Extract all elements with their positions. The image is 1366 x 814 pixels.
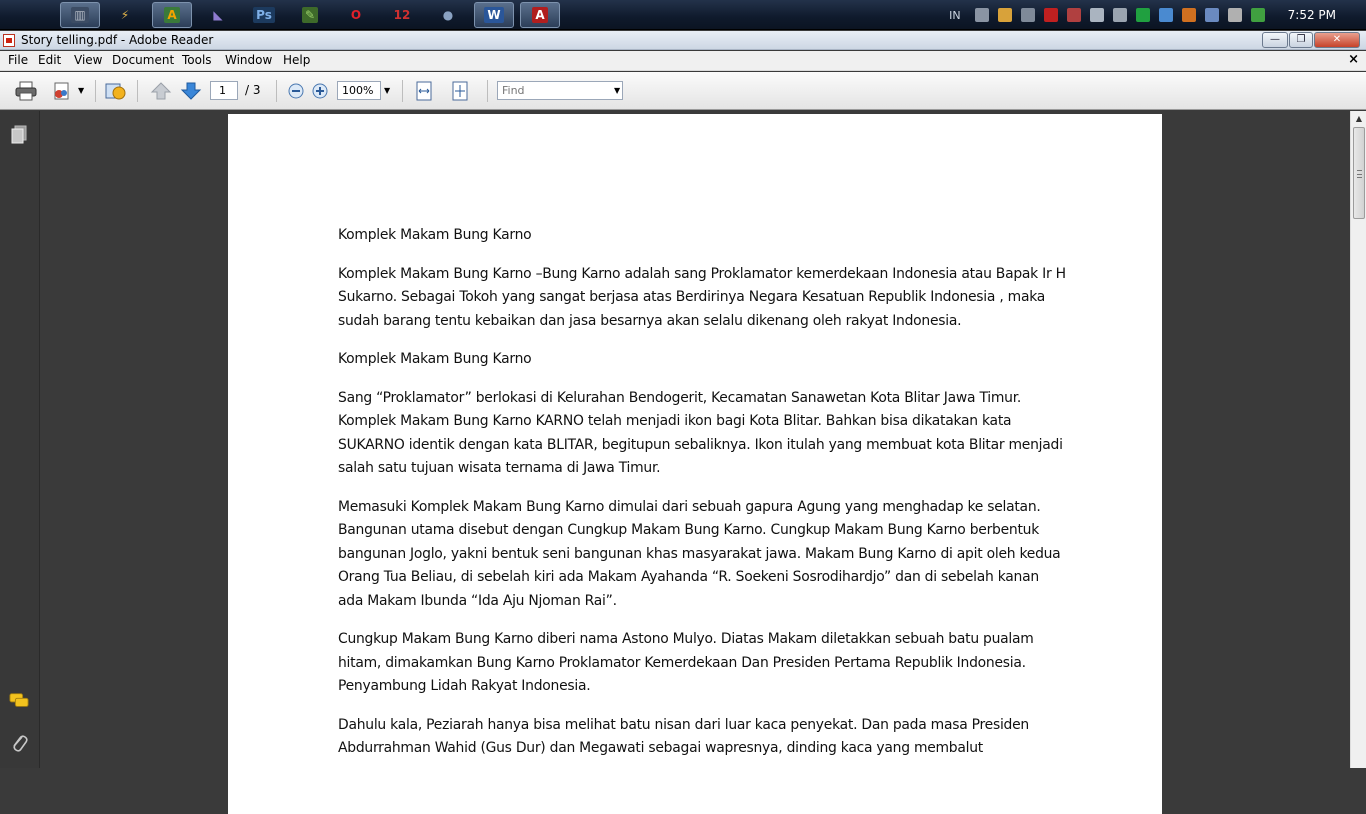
tray-icon[interactable] [1205, 8, 1219, 22]
paperclip-icon [10, 732, 28, 754]
page-number-input[interactable]: 1 [210, 81, 238, 100]
toolbar-separator [95, 80, 96, 102]
toolbar-separator [402, 80, 403, 102]
zoom-out-icon [287, 82, 305, 100]
visual-studio-icon: ◣ [213, 8, 223, 22]
tray-icon[interactable] [1044, 8, 1058, 22]
scrollbar-grip [1357, 170, 1362, 178]
menu-window[interactable]: Window [225, 53, 273, 67]
fit-width-icon [415, 81, 433, 101]
navigation-panel [0, 111, 40, 768]
toolbar-separator [276, 80, 277, 102]
scrollbar-thumb[interactable] [1353, 127, 1365, 219]
next-page-button[interactable] [179, 80, 203, 102]
language-indicator[interactable]: IN [949, 8, 961, 22]
notepad-icon: ✎ [302, 7, 318, 23]
arrow-up-icon [150, 81, 172, 101]
paragraph: Memasuki Komplek Makam Bung Karno dimulai dari sebuah gapura Agung yang menghadap ke selatan. Bangunan utama disebut dengan Cungkup Makam Bung Karno. Cungkup Makam Bung Karno berbentuk bangunan Joglo, yakni bentuk seni bangunan khas masyarakat jawa. Makam Bung Karno di apit oleh kedua Orang Tua Beliau, di sebelah kiri ada Makam Ayahanda “R. Soekeni Sosrodihardjo” dan di sebelah kanan ada Makam Ibunda “Ida Aju Njoman Rai”. [338, 498, 1061, 609]
tray-icon[interactable] [975, 8, 989, 22]
tool-icon: ⚡ [120, 8, 130, 22]
tray-icon[interactable] [1228, 8, 1242, 22]
paragraph: Dahulu kala, Peziarah hanya bisa melihat batu nisan dari luar kaca penyekat. Dan pada masa Presiden Abdurrahman Wahid (Gus Dur) dan Megawati sebagai wapresnya, dinding kaca yang membalut [338, 716, 1029, 756]
page-content [338, 224, 1068, 776]
fit-page-button[interactable] [448, 80, 472, 102]
system-tray [949, 0, 1366, 30]
menu-document[interactable]: Document [112, 53, 175, 67]
adobe-reader-icon [3, 34, 15, 47]
tray-icon[interactable] [998, 8, 1012, 22]
print-button[interactable] [14, 80, 38, 102]
collaborate-icon [104, 80, 128, 102]
start-button[interactable] [10, 5, 44, 27]
clock[interactable]: 7:52 PM [1287, 8, 1336, 22]
adobe-reader-icon: A [532, 7, 547, 23]
comments-panel-button[interactable] [9, 691, 29, 711]
pdf-page[interactable] [228, 114, 1162, 814]
find-dropdown-arrow[interactable]: ▼ [614, 86, 621, 95]
close-button[interactable]: ✕ [1314, 32, 1360, 48]
menu-edit[interactable]: Edit [38, 53, 62, 67]
tray-icon[interactable] [1182, 8, 1196, 22]
paragraph-heading: Komplek Makam Bung Karno [338, 351, 532, 367]
taskbar-app-notepad[interactable] [290, 2, 330, 28]
explorer-icon: ▥ [71, 7, 88, 23]
fit-width-button[interactable] [412, 80, 436, 102]
tray-icon[interactable] [1021, 8, 1035, 22]
zoom-out-button[interactable] [284, 80, 308, 102]
zoom-in-button[interactable] [308, 80, 332, 102]
arrow-down-icon [180, 81, 202, 101]
menu-file[interactable]: File [8, 53, 29, 67]
tray-icon[interactable] [1067, 8, 1081, 22]
tray-icon[interactable] [1113, 8, 1127, 22]
paragraph: Komplek Makam Bung Karno –Bung Karno adalah sang Proklamator kemerdekaan Indonesia atau Bapak Ir H Sukarno. Sebagai Tokoh yang sangat berjasa atas Berdirinya Negara Kesatuan Republik Indonesia , maka sudah barang tentu kebaikan dan jasa besarnya akan selalu dikenang oleh rakyat Indonesia. [338, 265, 1066, 329]
menu-view[interactable]: View [74, 53, 103, 67]
share-dropdown-arrow[interactable]: ▼ [78, 86, 85, 95]
find-input[interactable]: Find [497, 81, 623, 100]
maximize-button[interactable]: ❐ [1289, 32, 1313, 48]
taskbar-app-media[interactable] [382, 2, 422, 28]
collaborate-button[interactable] [104, 80, 128, 102]
previous-page-button[interactable] [149, 80, 173, 102]
vertical-scrollbar[interactable] [1350, 111, 1366, 768]
close-document-button[interactable]: × [1348, 52, 1359, 67]
taskbar-app-photoshop[interactable] [244, 2, 284, 28]
opera-icon: O [350, 8, 362, 22]
paragraph: Sang “Proklamator” berlokasi di Kelurahan Bendogerit, Kecamatan Sanawetan Kota Blitar Jawa Timur. Komplek Makam Bung Karno KARNO telah menjadi ikon bagi Kota Blitar. Bahkan bisa dikatakan kata SUKARNO identik dengan kata BLITAR, begitupun sebaliknya. Ikon itulah yang membuat kota Blitar menjadi salah satu tujuan wisata ternama di Jawa Timur. [338, 389, 1063, 476]
toolbar-separator [487, 80, 488, 102]
zoom-level-input[interactable]: 100% [337, 81, 381, 100]
menu-bar [0, 51, 1366, 71]
globe-icon: ● [442, 8, 454, 22]
title-bar [0, 31, 1366, 50]
tray-icon[interactable] [1159, 8, 1173, 22]
taskbar-app-word[interactable] [474, 2, 514, 28]
fit-page-icon [451, 81, 469, 101]
word-icon: W [484, 7, 503, 23]
paragraph-heading: Komplek Makam Bung Karno [338, 227, 532, 243]
share-icon [51, 81, 73, 101]
tray-icon[interactable] [1251, 8, 1265, 22]
taskbar-app-avast[interactable] [152, 2, 192, 28]
tray-icon[interactable] [1090, 8, 1104, 22]
taskbar-app-globe[interactable] [428, 2, 468, 28]
attachments-panel-button[interactable] [9, 733, 29, 753]
zoom-dropdown-arrow[interactable]: ▼ [384, 86, 391, 95]
photoshop-icon: Ps [253, 7, 275, 23]
document-viewer[interactable] [41, 111, 1350, 768]
taskbar-app-explorer[interactable] [60, 2, 100, 28]
taskbar [0, 0, 1366, 30]
printer-icon [15, 81, 37, 101]
taskbar-app-adobe-reader[interactable] [520, 2, 560, 28]
window-title: Story telling.pdf - Adobe Reader [21, 33, 214, 47]
taskbar-app-visual-studio[interactable] [198, 2, 238, 28]
minimize-button[interactable]: — [1262, 32, 1288, 48]
pages-icon [10, 125, 28, 145]
page-total: / 3 [245, 83, 261, 97]
zoom-in-icon [311, 82, 329, 100]
pages-panel-button[interactable] [9, 125, 29, 145]
media-icon: 12 [393, 8, 411, 22]
menu-help[interactable]: Help [283, 53, 311, 67]
toolbar [0, 72, 1366, 110]
scroll-up-button[interactable]: ▲ [1355, 114, 1363, 123]
avast-icon: A [164, 7, 179, 23]
tray-icon[interactable] [1136, 8, 1150, 22]
menu-tools[interactable]: Tools [182, 53, 212, 67]
taskbar-app-tool[interactable] [105, 2, 145, 28]
comments-icon [9, 692, 29, 710]
taskbar-app-opera[interactable] [336, 2, 376, 28]
share-button[interactable] [50, 80, 74, 102]
paragraph: Cungkup Makam Bung Karno diberi nama Astono Mulyo. Diatas Makam diletakkan sebuah batu pualam hitam, dimakamkan Bung Karno Proklamator Kemerdekaan Dan Presiden Pertama Republik Indonesia. Penyambung Lidah Rakyat Indonesia. [338, 631, 1034, 694]
toolbar-separator [137, 80, 138, 102]
